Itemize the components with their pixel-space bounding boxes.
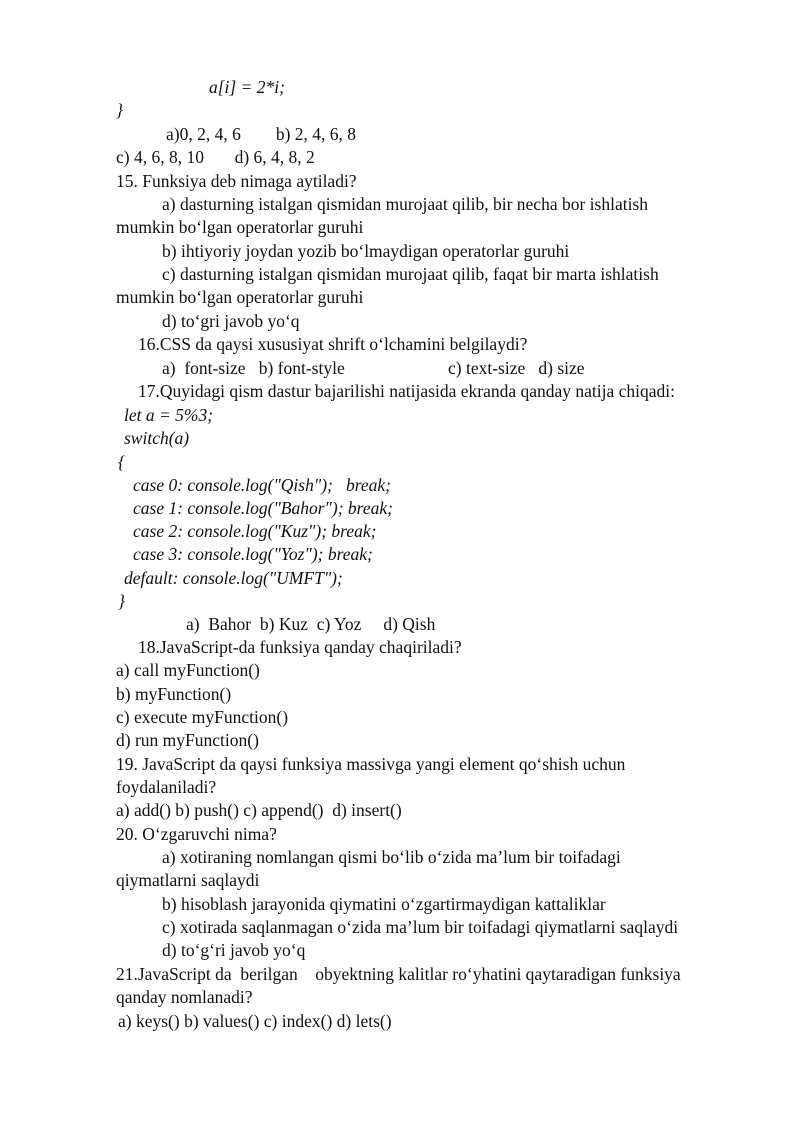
q18-option-a: a) call myFunction() [116,660,260,680]
q18-option-c: c) execute myFunction() [116,707,289,727]
q20-option-a-cont: qiymatlarni saqlaydi [116,870,260,890]
q21-question: 21.JavaScript da berilgan obyektning kalitlar ro‘yhatini qaytaradigan funksiya [116,964,681,984]
q15-option-a: a) dasturning istalgan qismidan murojaat qilib, bir necha bor ishlatish [162,194,649,214]
code-line-let: let a = 5%3; [124,405,214,425]
q15-option-b: b) ihtiyoriy joydan yozib bo‘lmaydigan operatorlar guruhi [162,241,570,261]
q19-question: 19. JavaScript da qaysi funksiya massivga yangi element qo‘shish uchun [116,754,626,774]
q14-options-cd: c) 4, 6, 8, 10 d) 6, 4, 8, 2 [116,147,315,167]
q21-options: a) keys() b) values() c) index() d) lets() [118,1011,392,1031]
q15-option-c: c) dasturning istalgan qismidan murojaat qilib, faqat bir marta ishlatish [162,264,659,284]
code-line-array-assign: a[i] = 2*i; [209,77,285,97]
q16-options-ab: a) font-size b) font-style [162,358,345,378]
code-line-case-0: case 0: console.log("Qish"); break; [133,475,392,495]
q18-option-d: d) run myFunction() [116,730,259,750]
q15-question: 15. Funksiya deb nimaga aytiladi? [116,171,357,191]
q21-question-cont: qanday nomlanadi? [116,987,253,1007]
q17-options: a) Bahor b) Kuz c) Yoz d) Qish [186,614,436,634]
q18-option-b: b) myFunction() [116,684,232,704]
q20-option-d: d) to‘g‘ri javob yo‘q [162,940,306,960]
q20-option-b: b) hisoblash jarayonida qiymatini o‘zgartirmaydigan kattaliklar [162,894,606,914]
q18-question: 18.JavaScript-da funksiya qanday chaqiriladi? [138,637,462,657]
q15-option-a-cont: mumkin bo‘lgan operatorlar guruhi [116,217,364,237]
q16-question: 16.CSS da qaysi xususiyat shrift o‘lchamini belgilaydi? [138,334,528,354]
code-line-switch: switch(a) [124,428,190,448]
q15-option-c-cont: mumkin bo‘lgan operatorlar guruhi [116,287,364,307]
q16-options-cd: c) text-size d) size [448,358,585,378]
code-line-closing-brace: } [116,100,123,120]
q14-options-ab: a)0, 2, 4, 6 b) 2, 4, 6, 8 [166,124,357,144]
q17-question: 17.Quyidagi qism dastur bajarilishi natijasida ekranda qanday natija chiqadi: [138,381,676,401]
code-line-case-3: case 3: console.log("Yoz"); break; [133,544,373,564]
code-line-case-1: case 1: console.log("Bahor"); break; [133,498,393,518]
q19-options: a) add() b) push() c) append() d) insert() [116,800,402,820]
code-line-open-brace: { [118,452,125,472]
code-line-case-2: case 2: console.log("Kuz"); break; [133,521,377,541]
code-line-default: default: console.log("UMFT"); [124,568,343,588]
q20-option-c: c) xotirada saqlanmagan o‘zida ma’lum bir toifadagi qiymatlarni saqlaydi [162,917,679,937]
q15-option-d: d) to‘gri javob yo‘q [162,311,300,331]
q20-question: 20. O‘zgaruvchi nima? [116,824,277,844]
code-line-close-brace: } [118,591,125,611]
q19-question-cont: foydalaniladi? [116,777,217,797]
q20-option-a: a) xotiraning nomlangan qismi bo‘lib o‘zida ma’lum bir toifadagi [162,847,621,867]
